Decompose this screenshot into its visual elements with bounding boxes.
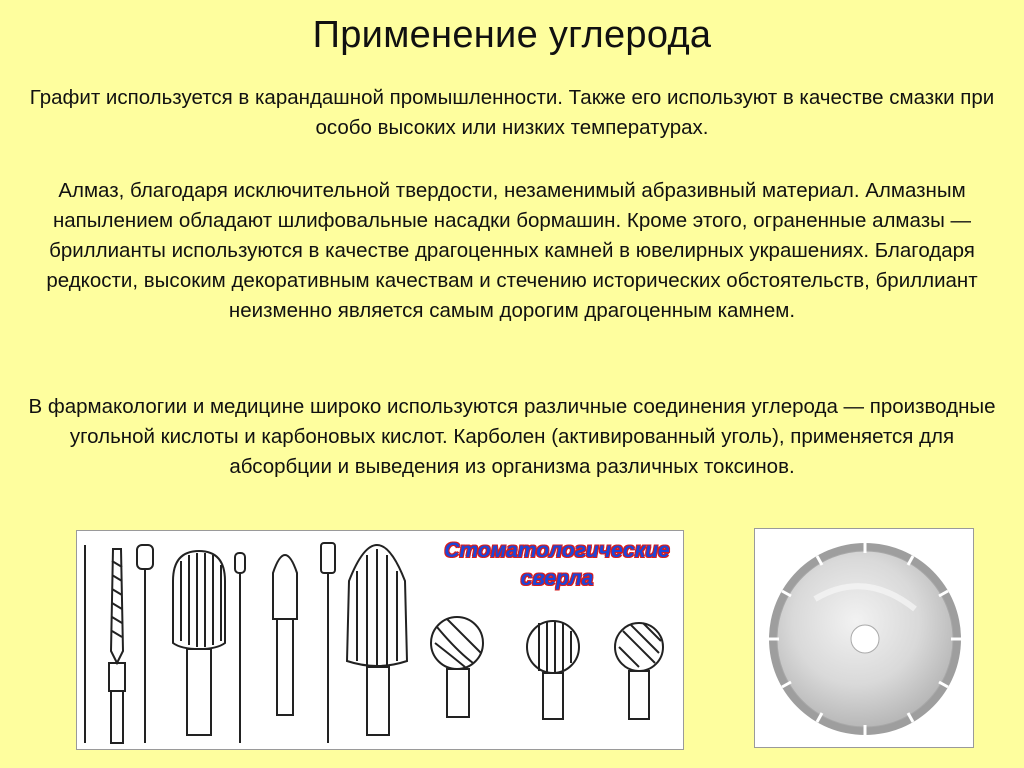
drills-caption-line2: сверла — [520, 567, 594, 590]
drills-caption — [427, 537, 684, 593]
pharmacology-paragraph: В фармакологии и медицине широко используются различные соединения углерода — производные угольной кислоты и карбоновых кислот. Карболен (активированный уголь), применяется для абсорбции и выведения из организма различных токсинов. — [28, 395, 996, 478]
diamond-saw-disc-image — [754, 528, 974, 748]
graphite-paragraph: Графит используется в карандашной промышленности. Также его используют в качестве смазки при особо высоких или низких температурах. — [29, 86, 995, 139]
drills-caption-line1: Стоматологические — [444, 539, 670, 562]
dental-drills-image — [76, 530, 684, 750]
slide-title: Применение углерода — [312, 14, 712, 56]
diamond-saw-disc-illustration — [755, 529, 974, 748]
diamond-paragraph: Алмаз, благодаря исключительной твердости, незаменимый абразивный материал. Алмазным напылением обладают шлифовальные насадки бормашин. Кроме этого, ограненные алмазы — бриллианты используются в качестве драгоценных камней в ювелирных украшениях. Благодаря редкости, высоким декоративным качествам и стечению исторических обстоятельств, бриллиант неизменно является самым дорогим драгоценным камнем. — [46, 179, 978, 322]
